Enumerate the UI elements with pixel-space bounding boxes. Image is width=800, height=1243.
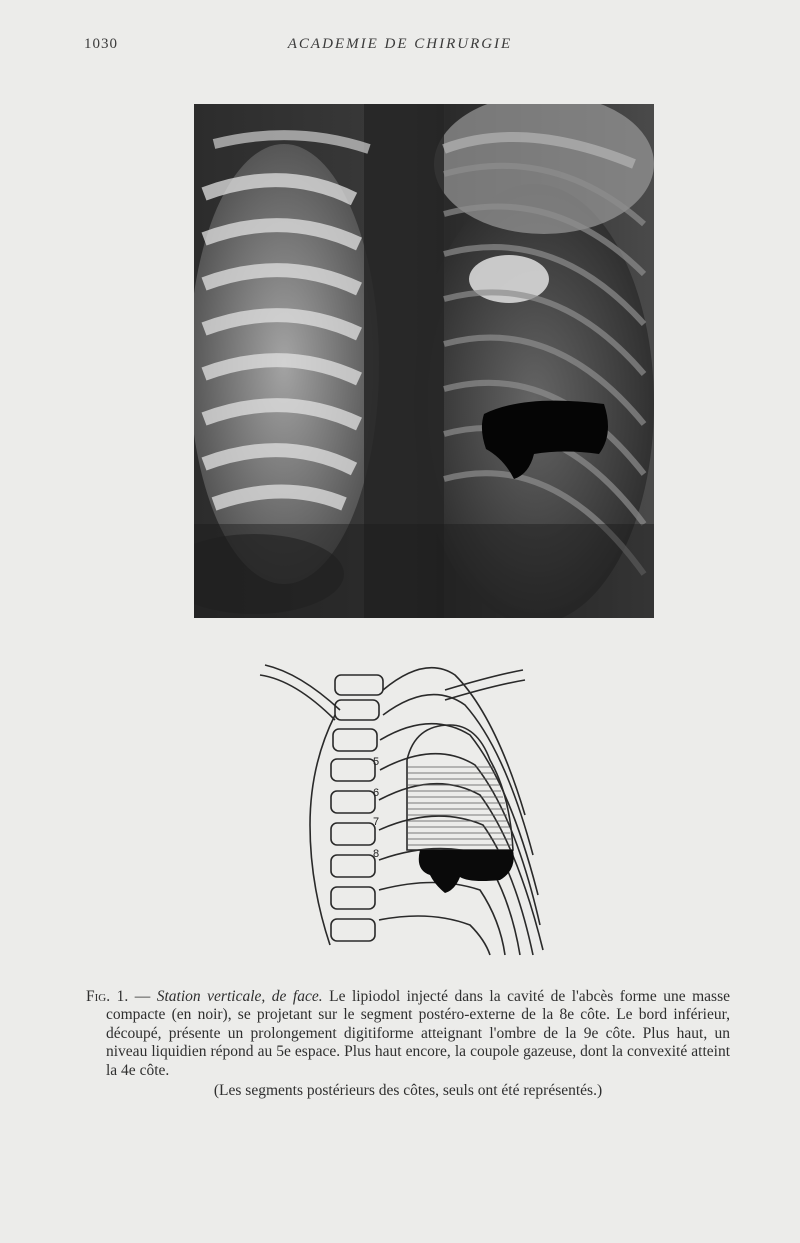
caption-dash: — [128,988,157,1005]
xray-photograph [194,104,654,618]
figure-caption [86,988,730,1100]
rib-label-5: 5 [373,756,380,768]
figure-label: Fig. 1. [86,988,129,1005]
rib-label-8: 8 [373,848,380,860]
caption-note: (Les segments postérieurs des côtes, seuls ont été représentés.) [213,1082,603,1100]
running-head: ACADEMIE DE CHIRURGIE [287,36,513,52]
page-number: 1030 [84,36,118,52]
caption-title: Station verticale, de face. [156,988,323,1005]
rib-label-6: 6 [373,787,380,799]
rib-label-7: 7 [373,816,380,828]
rib-diagram [255,655,555,960]
caption-body: Le lipiodol injecté dans la cavité de l'abcès forme une masse compacte (en noir), se projetant sur le segment postéro-externe de la 8e côte. Le bord inférieur, découpé, présente un prolongement digitiforme atteignant l'ombre de la 9e côte. Plus haut, un niveau liquidien répond au 5e espace. Plus haut encore, la coupole gazeuse, dont la convexité atteint la 4e côte. [106,988,731,1079]
